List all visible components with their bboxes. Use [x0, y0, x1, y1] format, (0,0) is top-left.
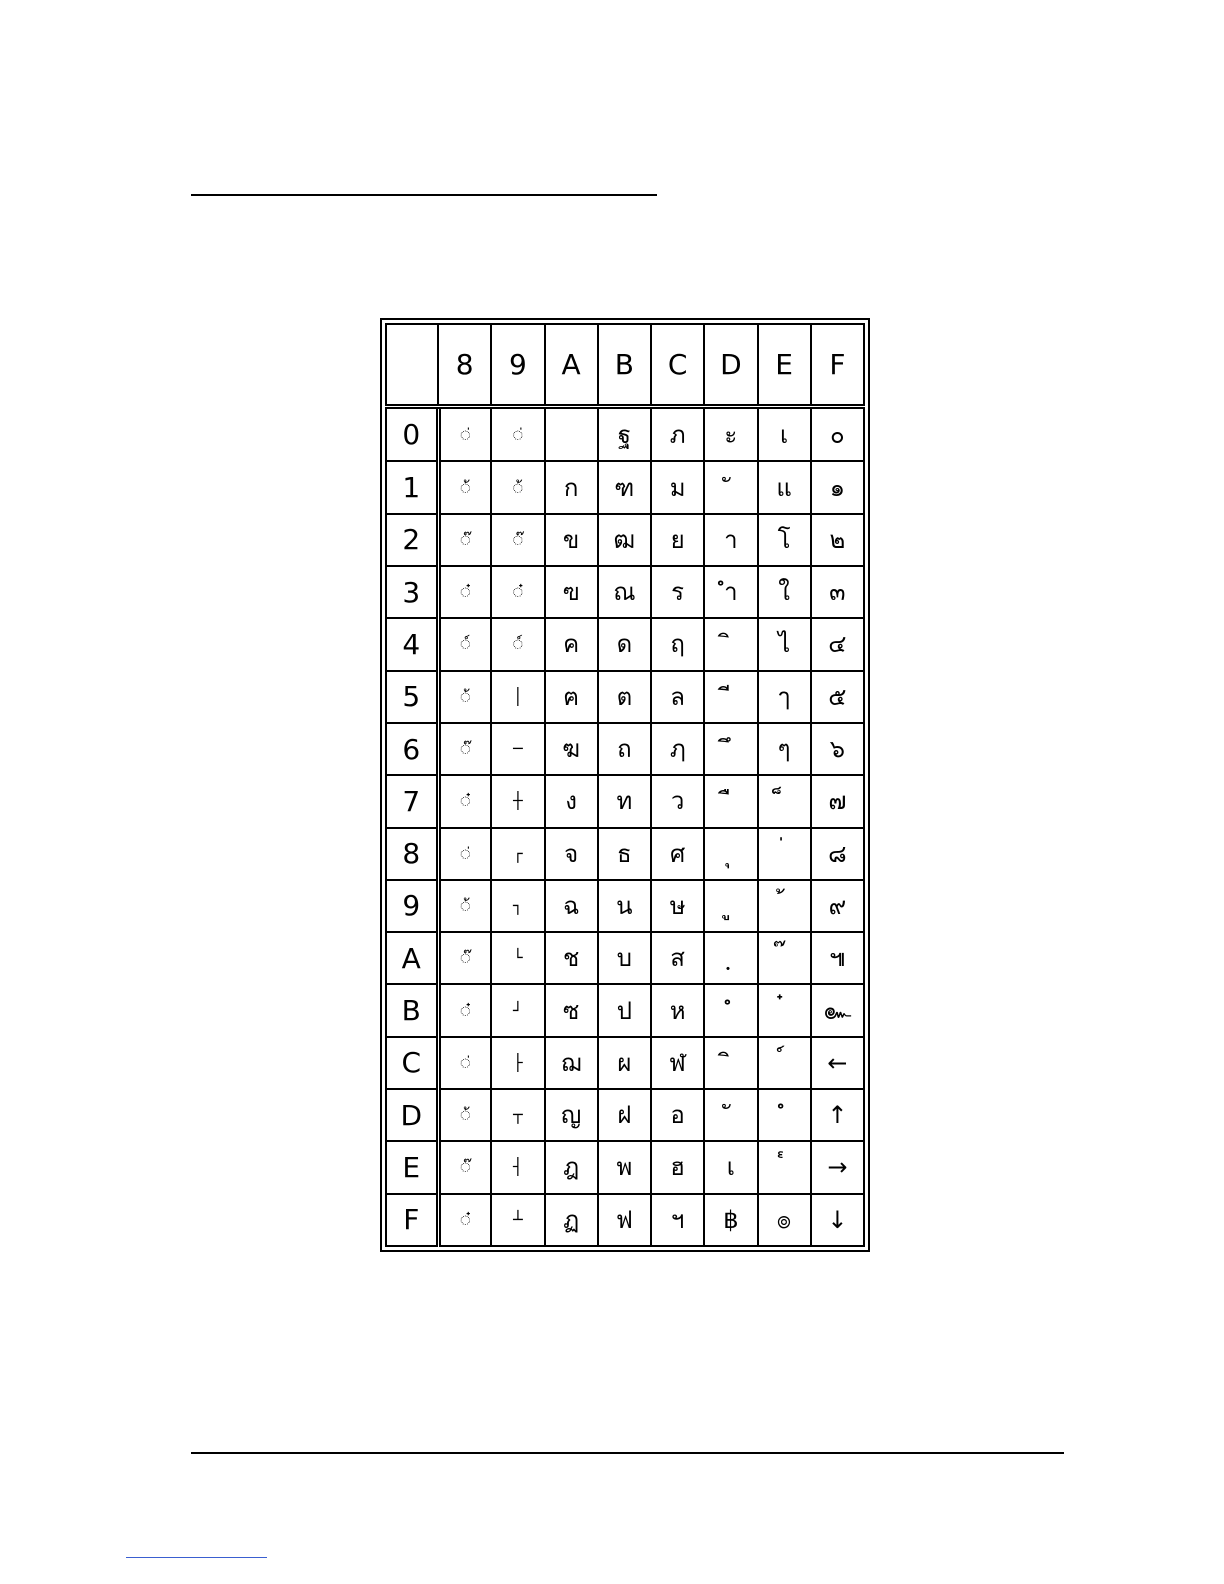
row-header: 2: [386, 514, 438, 566]
character-cell: ง: [545, 775, 598, 827]
character-cell: ธ: [598, 828, 651, 880]
character-cell: ฯ: [651, 1194, 704, 1246]
character-cell: ไ: [758, 618, 811, 670]
character-cell: ฉ: [545, 880, 598, 932]
character-cell: ๏: [758, 1194, 811, 1246]
character-cell: └: [491, 932, 544, 984]
row-header: 5: [386, 671, 438, 723]
table-row: [386, 407, 864, 462]
character-cell: ณ: [598, 566, 651, 618]
character-cell: ๓: [811, 566, 864, 618]
character-cell: ─: [491, 723, 544, 775]
bottom-rule: [191, 1452, 1064, 1454]
character-code-table: [385, 323, 865, 1247]
character-cell: ฃ: [545, 566, 598, 618]
character-cell: ◌์: [438, 618, 491, 670]
table-row: [386, 775, 864, 827]
column-header: 9: [491, 324, 544, 407]
character-cell: [704, 880, 757, 932]
table-row: [386, 1141, 864, 1193]
column-header: F: [811, 324, 864, 407]
character-cell: ๆ: [758, 723, 811, 775]
table-row: [386, 723, 864, 775]
character-cell: ๛: [811, 984, 864, 1036]
character-cell: ก: [545, 461, 598, 513]
row-header: C: [386, 1037, 438, 1089]
table-row: [386, 1037, 864, 1089]
column-header: E: [758, 324, 811, 407]
character-cell: ฆ: [545, 723, 598, 775]
character-cell: ฑ: [598, 461, 651, 513]
character-cell: [758, 1141, 811, 1193]
character-cell: [704, 932, 757, 984]
character-cell: ว: [651, 775, 704, 827]
character-cell: ◌๊: [491, 514, 544, 566]
character-cell: [758, 984, 811, 1036]
character-cell: ฒ: [598, 514, 651, 566]
character-cell: [758, 932, 811, 984]
character-cell: ด: [598, 618, 651, 670]
table-row: [386, 461, 864, 513]
character-cell: โ: [758, 514, 811, 566]
row-header: 0: [386, 407, 438, 462]
character-cell: [704, 461, 757, 513]
character-cell: ┴: [491, 1194, 544, 1246]
character-cell: ◌๊: [438, 514, 491, 566]
row-header: 4: [386, 618, 438, 670]
character-cell: ◌๊: [438, 1141, 491, 1193]
row-header: D: [386, 1089, 438, 1141]
character-cell: [704, 828, 757, 880]
table-row: [386, 566, 864, 618]
character-cell: ำ: [704, 566, 757, 618]
character-cell: ษ: [651, 880, 704, 932]
character-cell: ◌่: [438, 828, 491, 880]
character-cell: ใ: [758, 566, 811, 618]
character-cell: │: [491, 671, 544, 723]
table-row: [386, 1089, 864, 1141]
character-cell: ๗: [811, 775, 864, 827]
character-cell: ◌๊: [438, 932, 491, 984]
row-header: A: [386, 932, 438, 984]
character-cell: ๑: [811, 461, 864, 513]
table-row: [386, 984, 864, 1036]
character-cell: ร: [651, 566, 704, 618]
column-header: D: [704, 324, 757, 407]
character-cell: พ: [598, 1141, 651, 1193]
character-cell: ◌้: [438, 880, 491, 932]
character-cell: ๐: [811, 407, 864, 462]
character-cell: ฬ: [651, 1037, 704, 1089]
table-row: [386, 671, 864, 723]
character-code-table-frame: [380, 318, 870, 1252]
character-cell: ม: [651, 461, 704, 513]
character-cell: ┤: [491, 1141, 544, 1193]
character-cell: ◌๋: [438, 984, 491, 1036]
character-cell: [704, 775, 757, 827]
character-cell: ◌้: [491, 461, 544, 513]
character-cell: ป: [598, 984, 651, 1036]
character-cell: ┐: [491, 880, 544, 932]
character-cell: [545, 407, 598, 462]
character-cell: ฐ: [598, 407, 651, 462]
character-cell: อ: [651, 1089, 704, 1141]
row-header: F: [386, 1194, 438, 1246]
character-cell: ◌่: [438, 1037, 491, 1089]
character-cell: ฿: [704, 1194, 757, 1246]
row-header: 1: [386, 461, 438, 513]
character-cell: ฅ: [545, 671, 598, 723]
table-row: [386, 880, 864, 932]
character-cell: น: [598, 880, 651, 932]
character-cell: ◌๋: [438, 1194, 491, 1246]
character-cell: ภ: [651, 407, 704, 462]
character-cell: ◌่: [491, 407, 544, 462]
column-header: C: [651, 324, 704, 407]
column-header: 8: [438, 324, 491, 407]
column-header: A: [545, 324, 598, 407]
character-cell: ข: [545, 514, 598, 566]
character-cell: า: [704, 514, 757, 566]
footer-link-underline: [126, 1557, 267, 1558]
table-row: [386, 1194, 864, 1246]
character-cell: [704, 1089, 757, 1141]
row-header: 8: [386, 828, 438, 880]
character-cell: ◌์: [491, 618, 544, 670]
character-cell: ┼: [491, 775, 544, 827]
character-cell: ฏ: [545, 1194, 598, 1246]
row-header: 9: [386, 880, 438, 932]
character-cell: →: [811, 1141, 864, 1193]
table-row: [386, 932, 864, 984]
row-header: E: [386, 1141, 438, 1193]
character-cell: ซ: [545, 984, 598, 1036]
table-row: [386, 514, 864, 566]
character-cell: ๅ: [758, 671, 811, 723]
character-cell: ต: [598, 671, 651, 723]
row-header: 6: [386, 723, 438, 775]
character-cell: [704, 671, 757, 723]
character-cell: ะ: [704, 407, 757, 462]
table-row: [386, 828, 864, 880]
character-cell: ฌ: [545, 1037, 598, 1089]
character-cell: บ: [598, 932, 651, 984]
character-cell: ท: [598, 775, 651, 827]
character-cell: ส: [651, 932, 704, 984]
character-cell: ๕: [811, 671, 864, 723]
character-cell: [704, 1037, 757, 1089]
character-cell: ↓: [811, 1194, 864, 1246]
character-cell: ฮ: [651, 1141, 704, 1193]
character-cell: ◌้: [438, 671, 491, 723]
character-cell: ┌: [491, 828, 544, 880]
character-cell: ๖: [811, 723, 864, 775]
character-cell: ◌้: [438, 1089, 491, 1141]
character-cell: ฎ: [545, 1141, 598, 1193]
table-row: [386, 618, 864, 670]
character-cell: ญ: [545, 1089, 598, 1141]
character-cell: ถ: [598, 723, 651, 775]
character-cell: ├: [491, 1037, 544, 1089]
character-cell: ๔: [811, 618, 864, 670]
character-cell: [704, 723, 757, 775]
character-cell: ←: [811, 1037, 864, 1089]
character-cell: ฟ: [598, 1194, 651, 1246]
character-cell: ◌้: [438, 461, 491, 513]
row-header: 7: [386, 775, 438, 827]
character-cell: ฝ: [598, 1089, 651, 1141]
character-cell: [704, 984, 757, 1036]
character-cell: ห: [651, 984, 704, 1036]
character-cell: [758, 1037, 811, 1089]
character-cell: ค: [545, 618, 598, 670]
row-header: 3: [386, 566, 438, 618]
character-cell: เ: [758, 407, 811, 462]
character-cell: ◌๋: [438, 566, 491, 618]
character-cell: ฤ: [651, 618, 704, 670]
column-header-row: [386, 324, 864, 407]
character-cell: ช: [545, 932, 598, 984]
character-cell: [758, 880, 811, 932]
character-cell: ◌๋: [491, 566, 544, 618]
character-cell: เ: [704, 1141, 757, 1193]
row-header: B: [386, 984, 438, 1036]
character-cell: ┬: [491, 1089, 544, 1141]
character-cell: ๙: [811, 880, 864, 932]
top-rule: [191, 194, 657, 196]
character-cell: ฦ: [651, 723, 704, 775]
character-cell: ๘: [811, 828, 864, 880]
character-cell: ┘: [491, 984, 544, 1036]
character-cell: ผ: [598, 1037, 651, 1089]
character-cell: [758, 828, 811, 880]
character-cell: ◌๊: [438, 723, 491, 775]
column-header: B: [598, 324, 651, 407]
character-cell: [758, 775, 811, 827]
character-cell: ↑: [811, 1089, 864, 1141]
character-cell: ◌่: [438, 407, 491, 462]
character-cell: ๚: [811, 932, 864, 984]
character-cell: ย: [651, 514, 704, 566]
character-cell: [758, 1089, 811, 1141]
character-cell: แ: [758, 461, 811, 513]
character-cell: จ: [545, 828, 598, 880]
character-cell: ๒: [811, 514, 864, 566]
character-cell: [704, 618, 757, 670]
character-cell: ◌๋: [438, 775, 491, 827]
corner-cell: [386, 324, 438, 407]
character-cell: ศ: [651, 828, 704, 880]
character-cell: ล: [651, 671, 704, 723]
